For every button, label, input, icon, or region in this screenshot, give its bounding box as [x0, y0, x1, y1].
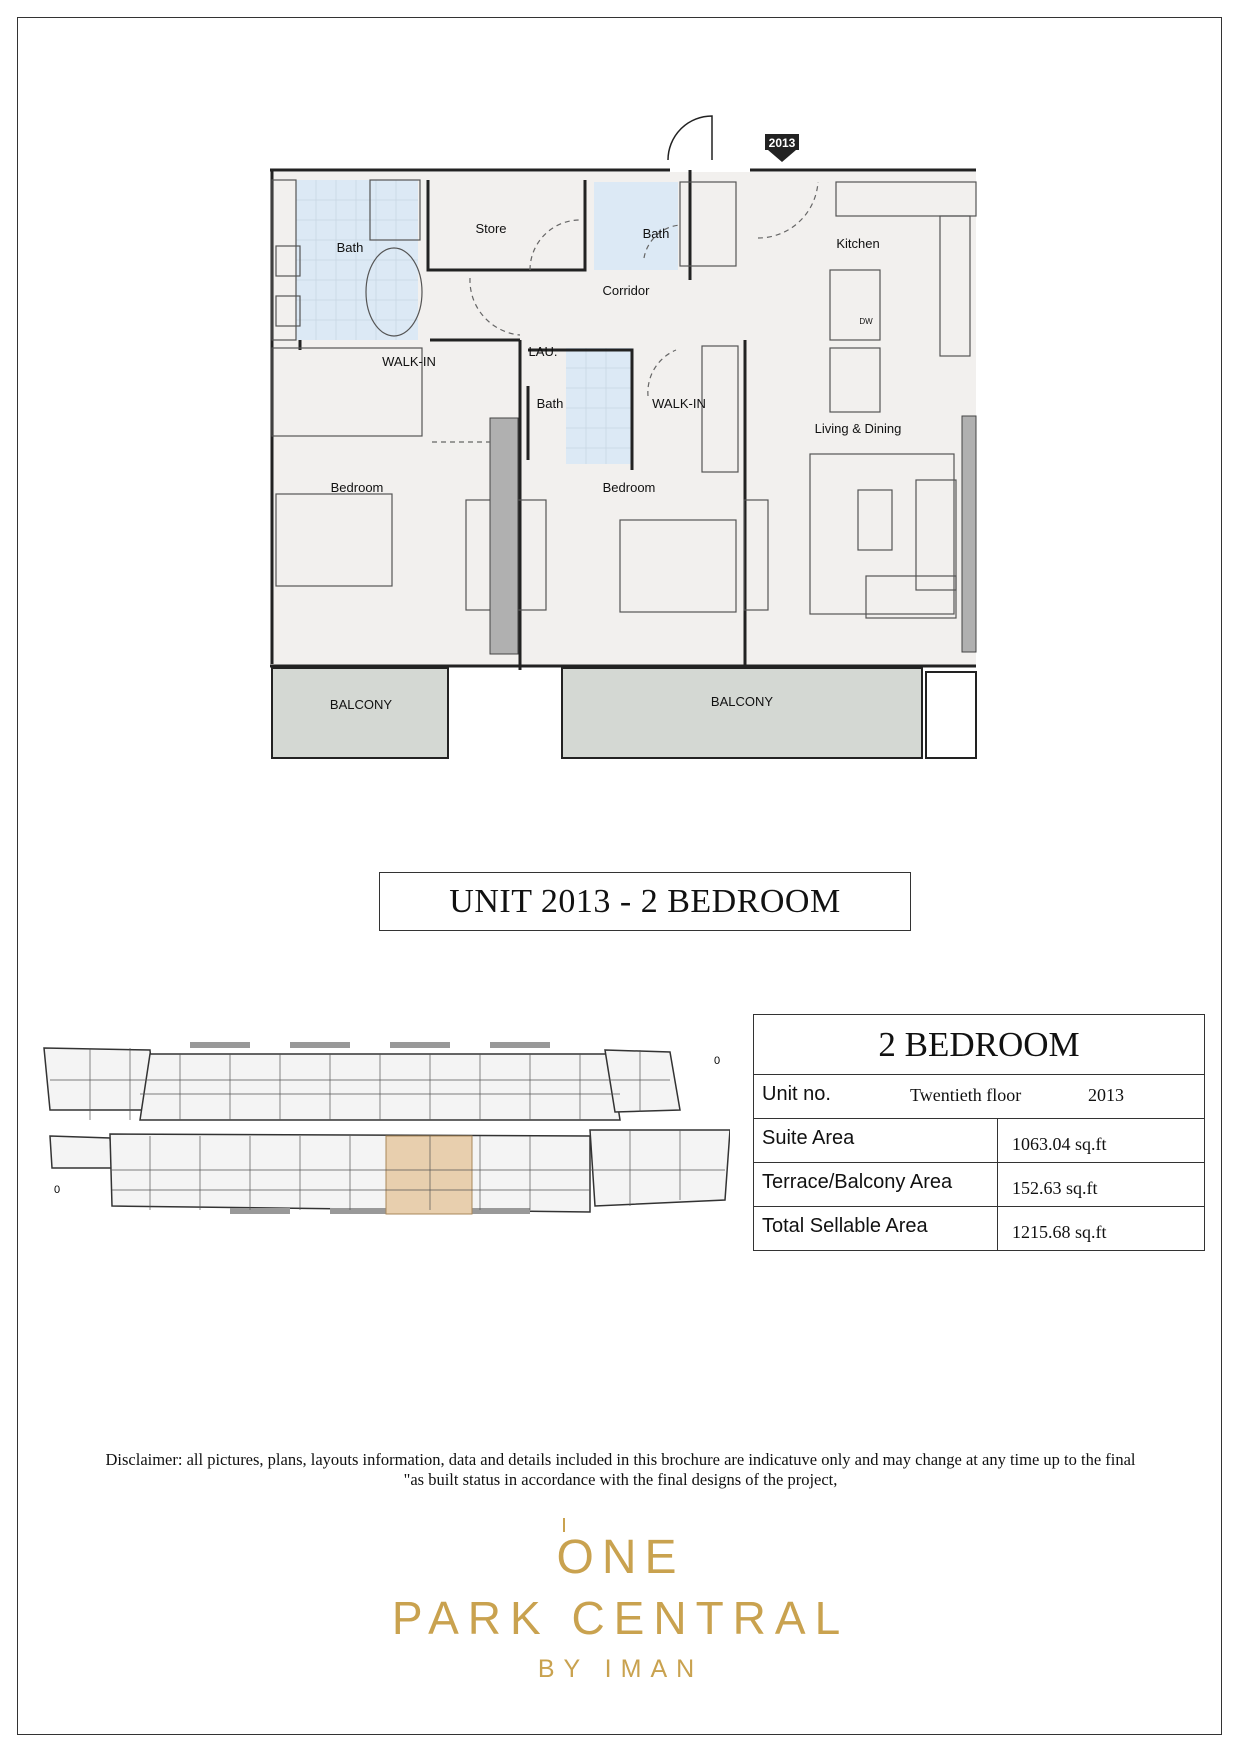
room-label-balcony: BALCONY [710, 694, 774, 709]
room-label-laundry: LAU. [528, 344, 558, 359]
key-icon [563, 1518, 571, 1532]
logo-line-one [300, 1530, 941, 1586]
balcony-area-label: Terrace/Balcony Area [762, 1171, 953, 1193]
disclaimer-line: "as built status in accordance with the final designs of the project, [403, 1470, 838, 1489]
column [490, 418, 518, 654]
room-label-bath: Bath [642, 226, 670, 241]
brand-logo [300, 1530, 941, 1684]
balcony-area-value: 152.63 sq.ft [1012, 1178, 1098, 1198]
disclaimer-line: Disclaimer: all pictures, plans, layouts information, data and details included in this brochure are indicatuve only and may change at any time up to the final [105, 1450, 1136, 1469]
unit-type-heading: 2 BEDROOM [754, 1015, 1204, 1075]
unit-title: UNIT 2013 - 2 BEDROOM [379, 872, 911, 931]
unit-no-row [754, 1075, 1204, 1119]
room-label-store: Store [475, 221, 507, 236]
balcony-right [562, 668, 922, 758]
unit-no-value: 2013 [1088, 1085, 1124, 1105]
disclaimer [60, 1450, 1181, 1490]
room-label-bath: Bath [336, 240, 364, 255]
balcony-left [272, 668, 448, 758]
north-marker: 0 [714, 1055, 721, 1067]
room-label-bedroom: Bedroom [602, 480, 656, 495]
unit-info-table [753, 1014, 1205, 1251]
table-row [754, 1119, 1204, 1163]
unit-no-label: Unit no. [762, 1083, 831, 1105]
column [962, 416, 976, 652]
room-label-dw: DW [859, 317, 873, 326]
balcony-neighbor [926, 672, 976, 758]
table-row [754, 1163, 1204, 1207]
room-label-bath: Bath [536, 396, 564, 411]
unit-tag: 2013 [768, 136, 796, 150]
north-marker: 0 [54, 1184, 61, 1196]
bath3-tiles [566, 348, 632, 464]
room-label-walkin: WALK-IN [382, 354, 436, 369]
unit-highlight [386, 1136, 472, 1214]
total-area-label: Total Sellable Area [762, 1215, 928, 1237]
suite-area-label: Suite Area [762, 1127, 855, 1149]
suite-area-value: 1063.04 sq.ft [1012, 1134, 1107, 1154]
logo-line-by-iman: BY IMAN [537, 1655, 704, 1683]
total-area-value: 1215.68 sq.ft [1012, 1222, 1107, 1242]
room-label-bedroom: Bedroom [330, 480, 384, 495]
room-label-kitchen: Kitchen [836, 236, 880, 251]
room-label-walkin: WALK-IN [652, 396, 706, 411]
room-label-corridor: Corridor [602, 283, 650, 298]
logo-text: ONE [556, 1531, 685, 1584]
logo-line-park-central: PARK CENTRAL [391, 1592, 850, 1644]
floor-plan [0, 0, 1241, 800]
room-label-balcony: BALCONY [329, 697, 393, 712]
floor-value: Twentieth floor [910, 1085, 1022, 1105]
table-row [754, 1207, 1204, 1251]
room-label-living: Living & Dining [814, 421, 902, 436]
key-plan [30, 1040, 730, 1220]
